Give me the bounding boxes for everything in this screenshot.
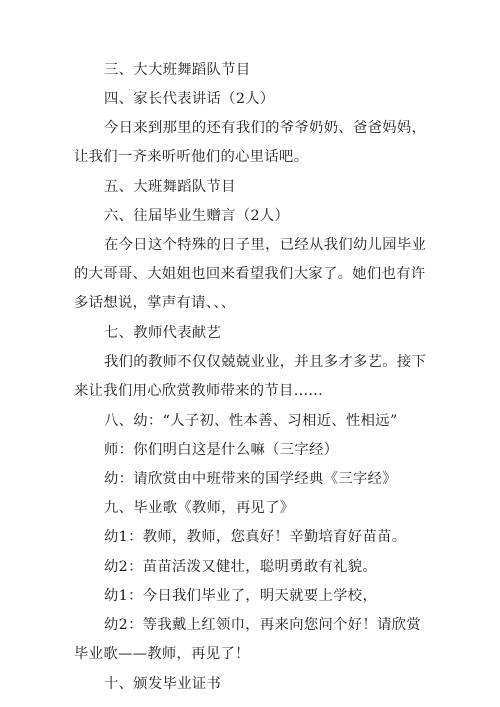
section-8-heading: 八、幼：“人子初、性本善、习相近、性相远” [104, 413, 398, 429]
teacher-line: 师：你们明白这是什么嘛（三字经） [104, 442, 339, 458]
child-line: 幼：请欣赏由中班带来的国学经典《三字经》 [104, 471, 397, 487]
child-1-line-a: 幼1：教师，教师，您真好！辛勤培育好苗苗。 [104, 529, 407, 545]
section-10-heading: 十、颁发毕业证书 [104, 676, 222, 692]
section-9-heading: 九、毕业歌《教师，再见了》 [104, 500, 295, 516]
child-2-line-a: 幼2：苗苗活泼又健壮，聪明勇敢有礼貌。 [104, 559, 378, 575]
child-2-line-b: 幼2：等我戴上红领巾，再来向您问个好！请欣赏毕业歌——教师，再见了！ [74, 617, 422, 663]
section-4-text: 今日来到那里的还有我们的爷爷奶奶、爸爸妈妈，让我们一齐来听听他们的心里话吧。 [74, 120, 427, 166]
child-1-line-b: 幼1：今日我们毕业了，明天就要上学校， [104, 588, 378, 604]
section-4-heading: 四、家长代表讲话（2人） [104, 91, 275, 107]
section-5-heading: 五、大班舞蹈队节目 [104, 179, 236, 195]
section-6-heading: 六、往届毕业生赠言（2人） [104, 208, 290, 224]
section-6-text: 在今日这个特殊的日子里，已经从我们幼儿园毕业的大哥哥、大姐姐也回来看望我们大家了。她们也有许多话想说，掌声有请、、、 [74, 237, 427, 312]
section-7-heading: 七、教师代表献艺 [104, 325, 222, 341]
section-3-heading: 三、大大班舞蹈队节目 [104, 62, 251, 78]
section-7-text: 我们的教师不仅仅兢兢业业，并且多才多艺。接下来让我们用心欣赏教师带来的节目...... [74, 354, 427, 400]
